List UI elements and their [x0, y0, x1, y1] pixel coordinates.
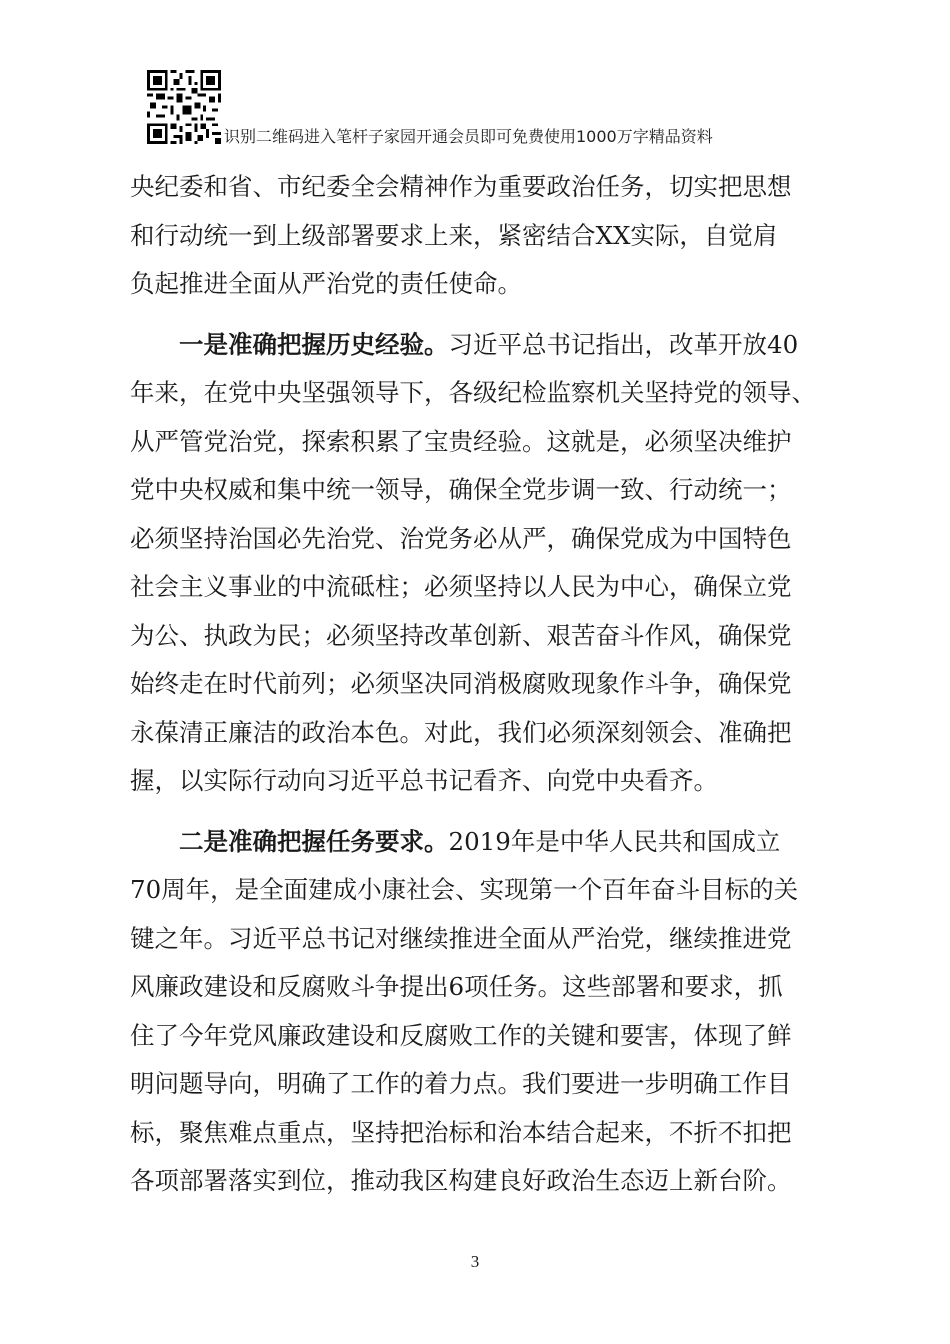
text-line: 握，以实际行动向习近平总书记看齐、向党中央看齐。: [130, 766, 718, 795]
paragraph-continuation: [130, 163, 830, 309]
text-line: 键之年。习近平总书记对继续推进全面从严治党，继续推进党: [130, 923, 792, 953]
text-line: 永葆清正廉洁的政治本色。对此，我们必须深刻领会、准确把: [130, 717, 792, 747]
promo-banner-text[interactable]: 识别二维码进入笔杆子家园开通会员即可免费使用1000万字精品资料: [224, 127, 713, 146]
text-line: 社会主义事业的中流砥柱；必须坚持以人民为中心，确保立党: [130, 572, 792, 601]
text-line: 明问题导向，明确了工作的着力点。我们要进一步明确工作目: [130, 1069, 792, 1098]
text-line: 和行动统一到上级部署要求上来，紧密结合XX实际，自觉肩: [130, 220, 778, 250]
paragraph-heading: 二是准确把握任务要求。: [179, 826, 449, 856]
qr-code-icon: [147, 70, 221, 144]
text-line: 党中央权威和集中统一领导，确保全党步调一致、行动统一；: [130, 475, 792, 504]
text-line: 住了今年党风廉政建设和反腐败工作的关键和要害，体现了鲜: [130, 1020, 792, 1050]
paragraph-heading: 一是准确把握历史经验。: [179, 329, 449, 359]
paragraph-task-requirements: [130, 818, 830, 1206]
text-line: [130, 321, 830, 370]
text-line: [130, 818, 830, 867]
text-line: 标，聚焦难点重点，坚持把治标和治本结合起来，不折不扣把: [130, 1117, 792, 1147]
text-line: 央纪委和省、市纪委全会精神作为重要政治任务，切实把思想: [130, 172, 792, 201]
text-run: 2019年是中华人民共和国成立: [448, 826, 781, 856]
text-line: 70周年，是全面建成小康社会、实现第一个百年奋斗目标的关: [130, 875, 799, 904]
text-line: 风廉政建设和反腐败斗争提出6项任务。这些部署和要求，抓: [130, 972, 783, 1001]
page-number: 3: [470, 1252, 480, 1271]
text-line: 必须坚持治国必先治党、治党务必从严，确保党成为中国特色: [130, 523, 792, 553]
text-line: 从严管党治党，探索积累了宝贵经验。这就是，必须坚决维护: [130, 426, 792, 456]
paragraph-historical-experience: [130, 321, 830, 806]
text-run: 习近平总书记指出，改革开放40: [448, 329, 799, 359]
text-line: 为公、执政为民；必须坚持改革创新、艰苦奋斗作风，确保党: [130, 620, 792, 650]
text-line: 年来，在党中央坚强领导下，各级纪检监察机关坚持党的领导、: [130, 378, 816, 407]
document-body: [130, 163, 830, 1206]
text-line: 始终走在时代前列；必须坚决同消极腐败现象作斗争，确保党: [130, 669, 792, 698]
text-line: 负起推进全面从严治党的责任使命。: [130, 269, 522, 298]
text-line: 各项部署落实到位，推动我区构建良好政治生态迈上新台阶。: [130, 1166, 792, 1195]
